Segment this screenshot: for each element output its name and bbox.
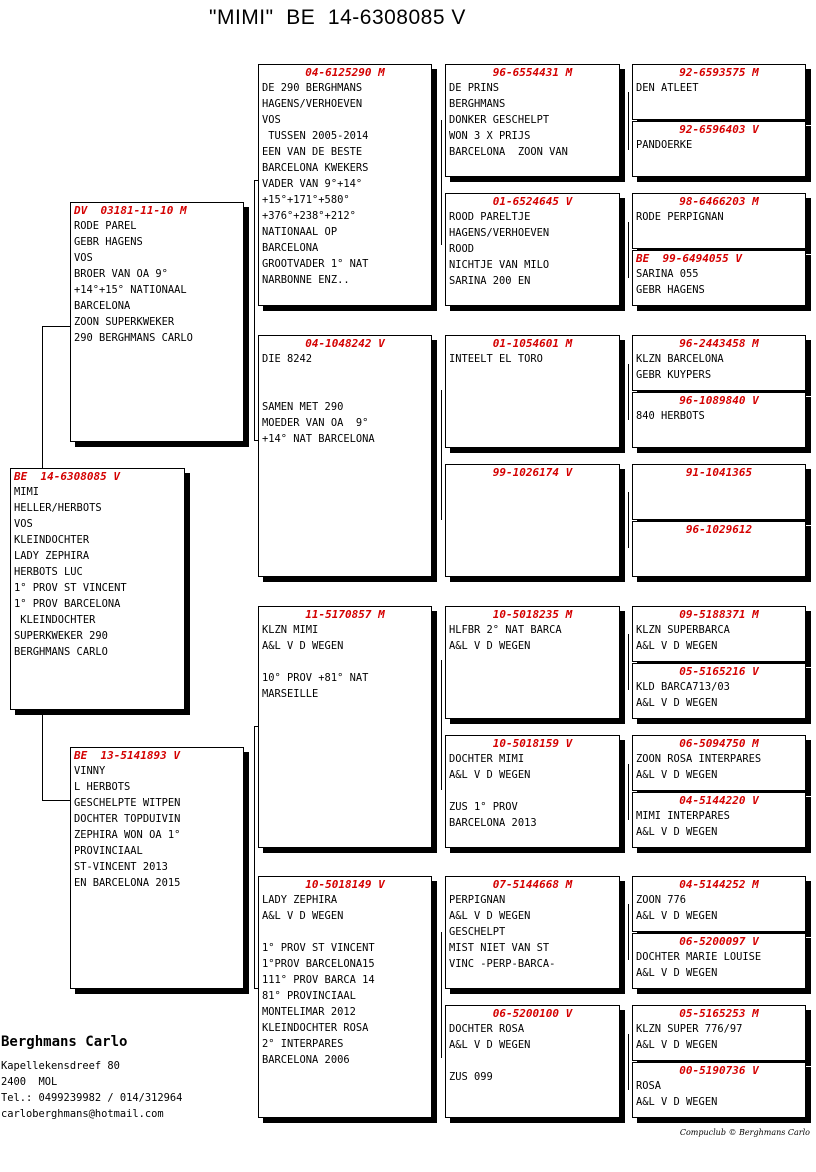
grandsire-paternal-card xyxy=(258,64,432,306)
connector-line xyxy=(628,364,629,420)
pigeon-details xyxy=(259,80,431,288)
detail-line: BARCELONA xyxy=(74,300,131,312)
detail-line: KLZN SUPERBARCA xyxy=(636,624,730,636)
detail-line: ZOON ROSA INTERPARES xyxy=(636,753,762,765)
detail-line: PROVINCIAAL xyxy=(74,845,143,857)
detail-line: NARBONNE ENZ.. xyxy=(262,274,350,286)
ring-number: 06-5094750 M xyxy=(679,737,759,750)
ring-number: 06-5200097 V xyxy=(679,935,759,948)
detail-line: 111° PROV BARCA 14 xyxy=(262,974,375,986)
ring-number: 05-5165253 M xyxy=(679,1007,759,1020)
detail-line: A&L V D WEGEN xyxy=(262,910,344,922)
connector-line xyxy=(441,660,442,790)
detail-line: SARINA 200 EN xyxy=(449,275,531,287)
ring-number: 10-5018159 V xyxy=(492,737,573,750)
detail-line: SAMEN MET 290 xyxy=(262,401,344,413)
pigeon-details xyxy=(633,679,805,711)
pigeon-details xyxy=(633,1021,805,1053)
pigeon-details xyxy=(11,484,184,660)
detail-line: A&L V D WEGEN xyxy=(636,826,718,838)
pigeon-details xyxy=(633,808,805,840)
great-great-grandparent-card xyxy=(632,1062,806,1118)
detail-line: KLEINDOCHTER xyxy=(14,534,90,546)
detail-line: MIMI xyxy=(14,486,40,498)
great-great-grandparent-card xyxy=(632,933,806,989)
great-grandparent-card xyxy=(445,464,620,577)
pigeon-details xyxy=(633,751,805,783)
detail-line: KLZN BARCELONA xyxy=(636,353,724,365)
detail-line: A&L V D WEGEN xyxy=(449,640,531,652)
detail-line: 10° PROV +81° NAT xyxy=(262,672,369,684)
ring-number: BE 14-6308085 V xyxy=(14,470,120,483)
sire-card xyxy=(70,202,244,442)
detail-line: LADY ZEPHIRA xyxy=(14,550,90,562)
pigeon-details xyxy=(633,266,805,298)
ring-number: DV 03181-11-10 M xyxy=(74,204,187,217)
detail-line: 290 BERGHMANS CARLO xyxy=(74,332,193,344)
detail-line: DEN ATLEET xyxy=(636,82,699,94)
detail-line: KLEINDOCHTER ROSA xyxy=(262,1022,369,1034)
detail-line: 840 HERBOTS xyxy=(636,410,705,422)
detail-line: A&L V D WEGEN xyxy=(636,697,718,709)
detail-line: A&L V D WEGEN xyxy=(636,967,718,979)
great-great-grandparent-card xyxy=(632,335,806,391)
dam-card xyxy=(70,747,244,989)
detail-line: GESCHELPT xyxy=(449,926,506,938)
detail-line xyxy=(259,924,431,940)
detail-line: GEBR KUYPERS xyxy=(636,369,712,381)
detail-line: PERPIGNAN xyxy=(449,894,506,906)
ring-number: 10-5018149 V xyxy=(305,878,385,891)
detail-line: A&L V D WEGEN xyxy=(636,640,718,652)
detail-line: BARCELONA 2006 xyxy=(262,1054,350,1066)
connector-line xyxy=(441,390,442,520)
connector-line xyxy=(628,634,629,690)
owner-address: Kapellekensdreef 80 xyxy=(1,1060,120,1072)
detail-line: 1° PROV BARCELONA xyxy=(14,598,121,610)
connector-line xyxy=(628,222,629,278)
detail-line: BARCELONA 2013 xyxy=(449,817,537,829)
great-great-grandparent-card xyxy=(632,735,806,791)
connector-line xyxy=(42,710,43,800)
detail-line: BERGHMANS CARLO xyxy=(14,646,108,658)
great-great-grandparent-card xyxy=(632,606,806,662)
owner-phone: Tel.: 0499239982 / 014/312964 xyxy=(1,1092,183,1104)
detail-line: MARSEILLE xyxy=(262,688,319,700)
detail-line: HELLER/HERBOTS xyxy=(14,502,102,514)
detail-line: BARCELONA ZOON VAN xyxy=(449,146,568,158)
detail-line: VADER VAN 9°+14° xyxy=(262,178,363,190)
connector-line xyxy=(628,764,629,820)
granddam-paternal-card xyxy=(258,335,432,577)
detail-line xyxy=(259,654,431,670)
great-great-grandparent-card xyxy=(632,521,806,577)
ring-number: 01-1054601 M xyxy=(492,337,573,350)
granddam-maternal-card xyxy=(258,876,432,1118)
detail-line: KLZN SUPER 776/97 xyxy=(636,1023,743,1035)
detail-line: RODE PAREL xyxy=(74,220,137,232)
great-great-grandparent-card xyxy=(632,1005,806,1061)
pigeon-details xyxy=(633,137,805,153)
connector-line xyxy=(628,1034,629,1090)
pigeon-details xyxy=(633,1078,805,1110)
detail-line: DOCHTER MARIE LOUISE xyxy=(636,951,762,963)
great-grandparent-card xyxy=(445,335,620,448)
ring-number: 96-1029612 xyxy=(685,523,753,536)
pigeon-details xyxy=(259,892,431,1068)
ring-number: 10-5018235 M xyxy=(492,608,573,621)
pigeon-details xyxy=(446,209,619,289)
detail-line: ROOD PARELTJE xyxy=(449,211,531,223)
pigeon-details xyxy=(259,622,431,702)
ring-number: 92-6596403 V xyxy=(679,123,759,136)
detail-line xyxy=(259,383,431,399)
connector-line xyxy=(42,800,70,801)
detail-line: 81° PROVINCIAAL xyxy=(262,990,356,1002)
detail-line: 1° PROV ST VINCENT xyxy=(262,942,375,954)
detail-line: KLD BARCA713/03 xyxy=(636,681,730,693)
detail-line: TUSSEN 2005-2014 xyxy=(262,130,369,142)
detail-line: 2° INTERPARES xyxy=(262,1038,344,1050)
detail-line: VINC -PERP-BARCA- xyxy=(449,958,556,970)
great-great-grandparent-card xyxy=(632,663,806,719)
connector-line xyxy=(628,492,629,548)
detail-line: NATIONAAL OP xyxy=(262,226,338,238)
pigeon-details xyxy=(633,80,805,96)
detail-line: DOCHTER MIMI xyxy=(449,753,525,765)
owner-email: carloberghmans@hotmail.com xyxy=(1,1108,164,1120)
connector-line xyxy=(441,932,442,1058)
pigeon-details xyxy=(446,892,619,972)
detail-line: RODE PERPIGNAN xyxy=(636,211,724,223)
connector-line xyxy=(254,180,255,440)
great-great-grandparent-card xyxy=(632,876,806,932)
connector-line xyxy=(441,120,442,245)
detail-line: DE PRINS xyxy=(449,82,500,94)
detail-line: GROOTVADER 1° NAT xyxy=(262,258,369,270)
connector-line xyxy=(254,726,255,988)
owner-city: 2400 MOL xyxy=(1,1076,58,1088)
detail-line: DOCHTER TOPDUIVIN xyxy=(74,813,181,825)
pigeon-details xyxy=(446,751,619,831)
detail-line: KLEINDOCHTER xyxy=(14,614,96,626)
detail-line: KLZN MIMI xyxy=(262,624,319,636)
detail-line: EN BARCELONA 2015 xyxy=(74,877,181,889)
great-great-grandparent-card xyxy=(632,121,806,177)
detail-line: ZOON 776 xyxy=(636,894,687,906)
detail-line: VOS xyxy=(74,252,93,264)
great-grandparent-card xyxy=(445,1005,620,1118)
detail-line: BROER VAN OA 9° xyxy=(74,268,168,280)
detail-line xyxy=(259,367,431,383)
detail-line: BARCELONA KWEKERS xyxy=(262,162,369,174)
pigeon-details xyxy=(633,209,805,225)
great-great-grandparent-card xyxy=(632,250,806,306)
detail-line: A&L V D WEGEN xyxy=(636,1096,718,1108)
detail-line: HAGENS/VERHOEVEN xyxy=(449,227,550,239)
ring-number: 04-5144252 M xyxy=(679,878,759,891)
ring-number: 04-6125290 M xyxy=(305,66,385,79)
detail-line: +14° NAT BARCELONA xyxy=(262,433,375,445)
pigeon-details xyxy=(633,408,805,424)
ring-number: 96-1089840 V xyxy=(679,394,759,407)
ring-number: 11-5170857 M xyxy=(305,608,385,621)
detail-line: MIST NIET VAN ST xyxy=(449,942,550,954)
great-great-grandparent-card xyxy=(632,792,806,848)
detail-line: DOCHTER ROSA xyxy=(449,1023,525,1035)
detail-line: MIMI INTERPARES xyxy=(636,810,730,822)
ring-number: 09-5188371 M xyxy=(679,608,759,621)
ring-number: 07-5144668 M xyxy=(492,878,573,891)
ring-number: 06-5200100 V xyxy=(492,1007,573,1020)
detail-line: A&L V D WEGEN xyxy=(636,910,718,922)
pigeon-details xyxy=(633,892,805,924)
detail-line: VOS xyxy=(14,518,33,530)
detail-line: GEBR HAGENS xyxy=(636,284,705,296)
great-great-grandparent-card xyxy=(632,64,806,120)
detail-line: A&L V D WEGEN xyxy=(262,640,344,652)
detail-line: SUPERKWEKER 290 xyxy=(14,630,108,642)
detail-line: ROSA xyxy=(636,1080,662,1092)
pigeon-details xyxy=(259,351,431,447)
detail-line xyxy=(446,1053,619,1069)
detail-line: ST-VINCENT 2013 xyxy=(74,861,168,873)
detail-line: SARINA 055 xyxy=(636,268,699,280)
detail-line: VOS xyxy=(262,114,281,126)
detail-line: DIE 8242 xyxy=(262,353,313,365)
detail-line: VINNY xyxy=(74,765,106,777)
ring-number: 99-1026174 V xyxy=(492,466,573,479)
detail-line: A&L V D WEGEN xyxy=(449,1039,531,1051)
detail-line: +14°+15° NATIONAAL xyxy=(74,284,187,296)
pigeon-details xyxy=(446,351,619,367)
detail-line: HAGENS/VERHOEVEN xyxy=(262,98,363,110)
connector-line xyxy=(42,326,70,327)
ring-number: 96-2443458 M xyxy=(679,337,759,350)
pigeon-details xyxy=(633,949,805,981)
detail-line: BARCELONA xyxy=(262,242,319,254)
detail-line: 1° PROV ST VINCENT xyxy=(14,582,127,594)
pigeon-details xyxy=(633,622,805,654)
detail-line: A&L V D WEGEN xyxy=(636,1039,718,1051)
grandsire-maternal-card xyxy=(258,606,432,848)
detail-line: L HERBOTS xyxy=(74,781,131,793)
ring-number: 98-6466203 M xyxy=(679,195,759,208)
detail-line: HLFBR 2° NAT BARCA xyxy=(449,624,562,636)
ring-number: 92-6593575 M xyxy=(679,66,759,79)
pigeon-details xyxy=(446,1021,619,1085)
detail-line: WON 3 X PRIJS xyxy=(449,130,531,142)
detail-line: ROOD xyxy=(449,243,475,255)
detail-line xyxy=(446,783,619,799)
great-grandparent-card xyxy=(445,876,620,989)
detail-line: INTEELT EL TORO xyxy=(449,353,543,365)
detail-line: EEN VAN DE BESTE xyxy=(262,146,363,158)
detail-line: ZUS 1° PROV xyxy=(449,801,518,813)
connector-line xyxy=(628,904,629,960)
ring-number: 96-6554431 M xyxy=(492,66,573,79)
pigeon-details xyxy=(446,622,619,654)
great-grandparent-card xyxy=(445,193,620,306)
pigeon-details xyxy=(71,218,243,346)
detail-line: A&L V D WEGEN xyxy=(449,910,531,922)
great-grandparent-card xyxy=(445,606,620,719)
pigeon-details xyxy=(446,80,619,160)
detail-line: DE 290 BERGHMANS xyxy=(262,82,363,94)
ring-number: 05-5165216 V xyxy=(679,665,759,678)
pigeon-details xyxy=(633,351,805,383)
detail-line: HERBOTS LUC xyxy=(14,566,83,578)
detail-line: +376°+238°+212° xyxy=(262,210,356,222)
detail-line: GESCHELPTE WITPEN xyxy=(74,797,181,809)
great-great-grandparent-card xyxy=(632,392,806,448)
great-grandparent-card xyxy=(445,735,620,848)
pigeon-details xyxy=(71,763,243,891)
ring-number: 04-1048242 V xyxy=(305,337,385,350)
ring-number: BE 13-5141893 V xyxy=(74,749,180,762)
software-credit: Compuclub © Berghmans Carlo xyxy=(679,1128,810,1137)
connector-line xyxy=(42,326,43,468)
detail-line: BERGHMANS xyxy=(449,98,506,110)
ring-number: 00-5190736 V xyxy=(679,1064,759,1077)
pedigree-title: "MIMI" BE 14-6308085 V xyxy=(209,6,466,29)
detail-line: A&L V D WEGEN xyxy=(449,769,531,781)
ring-number: BE 99-6494055 V xyxy=(636,252,742,265)
great-grandparent-card xyxy=(445,64,620,177)
detail-line: MONTELIMAR 2012 xyxy=(262,1006,356,1018)
detail-line: ZUS 099 xyxy=(449,1071,493,1083)
owner-name: Berghmans Carlo xyxy=(1,1034,128,1050)
great-great-grandparent-card xyxy=(632,464,806,520)
ring-number: 04-5144220 V xyxy=(679,794,759,807)
detail-line: A&L V D WEGEN xyxy=(636,769,718,781)
ring-number: 01-6524645 V xyxy=(492,195,573,208)
ring-number: 91-1041365 xyxy=(685,466,753,479)
detail-line: LADY ZEPHIRA xyxy=(262,894,338,906)
detail-line: GEBR HAGENS xyxy=(74,236,143,248)
detail-line: MOEDER VAN OA 9° xyxy=(262,417,369,429)
detail-line: DONKER GESCHELPT xyxy=(449,114,550,126)
detail-line: 1°PROV BARCELONA15 xyxy=(262,958,375,970)
connector-line xyxy=(628,92,629,150)
detail-line: ZEPHIRA WON OA 1° xyxy=(74,829,181,841)
great-great-grandparent-card xyxy=(632,193,806,249)
subject-pigeon-card xyxy=(10,468,185,710)
detail-line: ZOON SUPERKWEKER xyxy=(74,316,175,328)
detail-line: +15°+171°+580° xyxy=(262,194,350,206)
detail-line: PANDOERKE xyxy=(636,139,693,151)
detail-line: NICHTJE VAN MILO xyxy=(449,259,550,271)
